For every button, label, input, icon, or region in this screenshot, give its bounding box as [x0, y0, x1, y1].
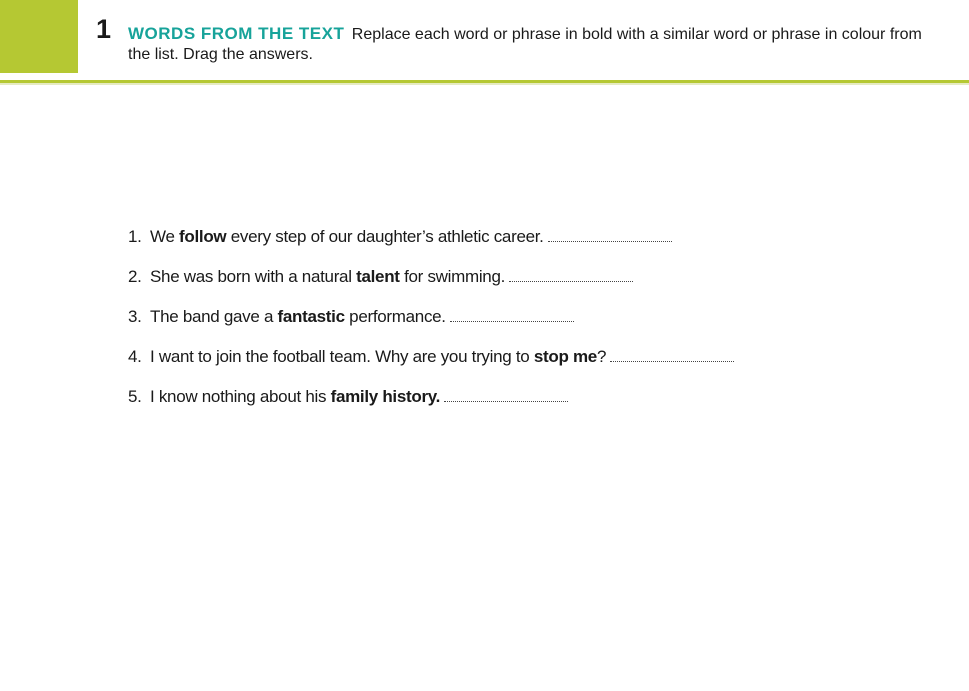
answer-drop-zone-1[interactable]: [548, 229, 672, 242]
answer-drop-zone-2[interactable]: [509, 269, 633, 282]
header-divider-shadow: [0, 83, 969, 85]
exercise-title: WORDS FROM THE TEXT: [128, 24, 345, 43]
sentence-list: [128, 224, 734, 424]
item-number: 1.: [128, 227, 142, 246]
answer-drop-zone-3[interactable]: [450, 309, 574, 322]
sentence-text-before: We: [150, 227, 180, 246]
item-number: 5.: [128, 387, 142, 406]
sentence-item-5: [128, 384, 734, 424]
bold-phrase: talent: [356, 267, 400, 286]
sentence-item-2: [128, 264, 734, 304]
sentence-text-after: ?: [596, 347, 607, 366]
sentence-item-4: [128, 344, 734, 384]
exercise-instructions: [128, 24, 948, 65]
answer-drop-zone-5[interactable]: [444, 389, 568, 402]
sentence-item-3: [128, 304, 734, 344]
bold-phrase: fantastic: [277, 307, 345, 326]
bold-phrase: follow: [179, 227, 227, 246]
sentence-text-before: She was born with a natural: [150, 267, 357, 286]
exercise-number: 1: [96, 14, 112, 44]
header-accent-block: [0, 0, 78, 73]
sentence-item-1: [128, 224, 734, 264]
sentence-text-before: I know nothing about his: [150, 387, 331, 406]
answer-drop-zone-4[interactable]: [610, 349, 734, 362]
bold-phrase: family history.: [330, 387, 441, 406]
sentence-text-before: The band gave a: [150, 307, 278, 326]
item-number: 3.: [128, 307, 142, 326]
sentence-text-after: performance.: [344, 307, 446, 326]
sentence-text-after: for swimming.: [399, 267, 506, 286]
bold-phrase: stop me: [533, 347, 597, 366]
sentence-text-before: I want to join the football team. Why are you trying to: [150, 347, 534, 366]
item-number: 4.: [128, 347, 142, 366]
sentence-text-after: every step of our daughter’s athletic career.: [226, 227, 544, 246]
item-number: 2.: [128, 267, 142, 286]
exercise-instruction-text: Replace each word or phrase in bold with a similar word or phrase in colour from the list. Drag the answers.: [128, 26, 922, 63]
